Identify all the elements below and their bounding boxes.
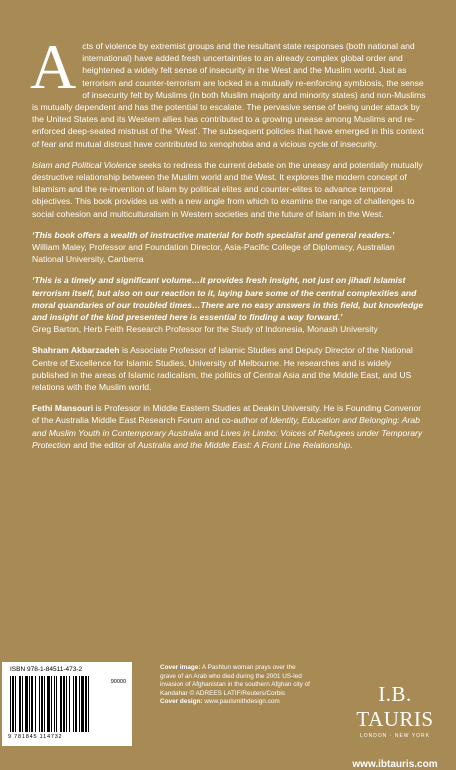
- cover-image-credit: [160, 664, 310, 698]
- author-bio-text-1: is Associate Professor of Islamic Studies and Deputy Director of the National Centre of Excellence for Islamic Studies, University of Melbourne. He researches and is widely published in the areas of Islamic radicalism, the politics of Central Asia and the Middle East, and US relations with the Muslim world.: [32, 345, 413, 393]
- quote-attribution-2: Greg Barton, Herb Feith Research Professor for the Study of Indonesia, Monash University: [32, 324, 378, 335]
- barcode: [2, 662, 132, 746]
- publisher-url[interactable]: www.ibtauris.com: [352, 759, 438, 770]
- price-code: 90000: [110, 679, 126, 685]
- review-quote-1: [32, 229, 428, 266]
- cover-design-label: Cover design:: [160, 698, 203, 705]
- intro-paragraph: [30, 31, 428, 150]
- book-title-2: Lives in Limbo: Voices of Refugees under Temporary Protection: [32, 427, 423, 450]
- quote-text-1: ‘This book offers a wealth of instructive material for both specialist and general readers.’: [32, 229, 395, 240]
- author-bio-text-2d: .: [350, 439, 353, 450]
- quote-text-2: ‘This is a timely and significant volume…it provides fresh insight, not just on jihadi Islamist terrorism itself, but also on our reaction to it, laying bare some of the central complexities and moral quandaries of our troubled times…There are no easy answers in this field, but knowledge and insight of the kind presented here is essential to finding a way forward.’: [32, 275, 424, 323]
- author-name-1: Shahram Akbarzadeh: [32, 345, 120, 356]
- publisher-logo: [340, 682, 450, 770]
- cover-design-text: www.paulsmithdesign.com: [202, 698, 280, 705]
- book-title-inline: Islam and Political Violence: [32, 159, 137, 170]
- summary-paragraph: [32, 159, 428, 220]
- cover-footer: [0, 660, 456, 770]
- drop-cap: A: [30, 31, 77, 102]
- author-bio-text-2a: is Professor in Middle Eastern Studies at Deakin University. He is Founding Convenor of the Australia Middle East Research Forum and co-author of: [32, 403, 422, 426]
- barcode-digits: 9 781845 114732: [8, 734, 63, 740]
- author-bio-1: [32, 344, 428, 393]
- publisher-cities: LONDON · NEW YORK: [360, 733, 430, 739]
- author-bio-text-2b: and: [201, 427, 221, 438]
- author-name-2: Fethi Mansouri: [32, 403, 94, 414]
- cover-design-credit: [160, 698, 310, 707]
- cover-credits: [160, 664, 310, 707]
- summary-text: seeks to redress the current debate on the uneasy and potentially mutually destructive relationship between the Muslim world and the West. It explores the modern concept of Islamism and the re-invention of Islam by political elites and counter-elites to advance temporal objectives. This book provides us with a new angle from which to examine the range of challenges to social cohesion and multiculturalism in Western societies and the future of Islam in the West.: [32, 159, 423, 219]
- author-bio-2: [32, 402, 428, 451]
- review-quote-2: [32, 274, 428, 335]
- book-title-3: Australia and the Middle East: A Front Line Relationship: [137, 439, 351, 450]
- intro-text: cts of violence by extremist groups and the resultant state responses (both national and international) have added fresh uncertainties to an already complex global order and heightened a widely felt sense of insecurity in the West and the Muslim world. Just as terrorism and counter-terrorism are locked in a mutually re-enforcing symbiosis, the sense of insecurity felt by Muslims (in both Muslim majority and minority states) and non-Muslims is mutually dependent and has the potential to escalate. The pervasive sense of being under attack by the United States and its Western allies has contributed to a growing unease among Muslims and re-enforced deep-seated mistrust of the ‘West’. The subsequent policies that have emerged in this context of fear and mutual distrust have contributed to xenophobia and a vicious cycle of insecurity.: [32, 41, 426, 149]
- isbn-label: ISBN 978-1-84511-473-2: [10, 666, 83, 673]
- barcode-bars: [10, 676, 126, 732]
- back-cover-text: [30, 31, 428, 460]
- cover-image-label: Cover image:: [160, 664, 201, 671]
- quote-attribution-1: William Maley, Professor and Foundation Director, Asia-Pacific College of Diplomacy, Australian National University, Canberra: [32, 242, 395, 265]
- author-bio-text-2c: and the editor of: [70, 439, 138, 450]
- publisher-name: I.B. TAURIS: [356, 682, 434, 731]
- book-title-1: Identity, Education and Belonging: Arab and Muslim Youth in Contemporary Australia: [32, 415, 420, 438]
- cover-image-text: A Pashtun woman prays over the grave of an Arab who died during the 2001 US-led invasion of Afghanistan in the southern Afghan city of Kandahar © ADREES LATIF/Reuters/Corbis: [160, 664, 310, 697]
